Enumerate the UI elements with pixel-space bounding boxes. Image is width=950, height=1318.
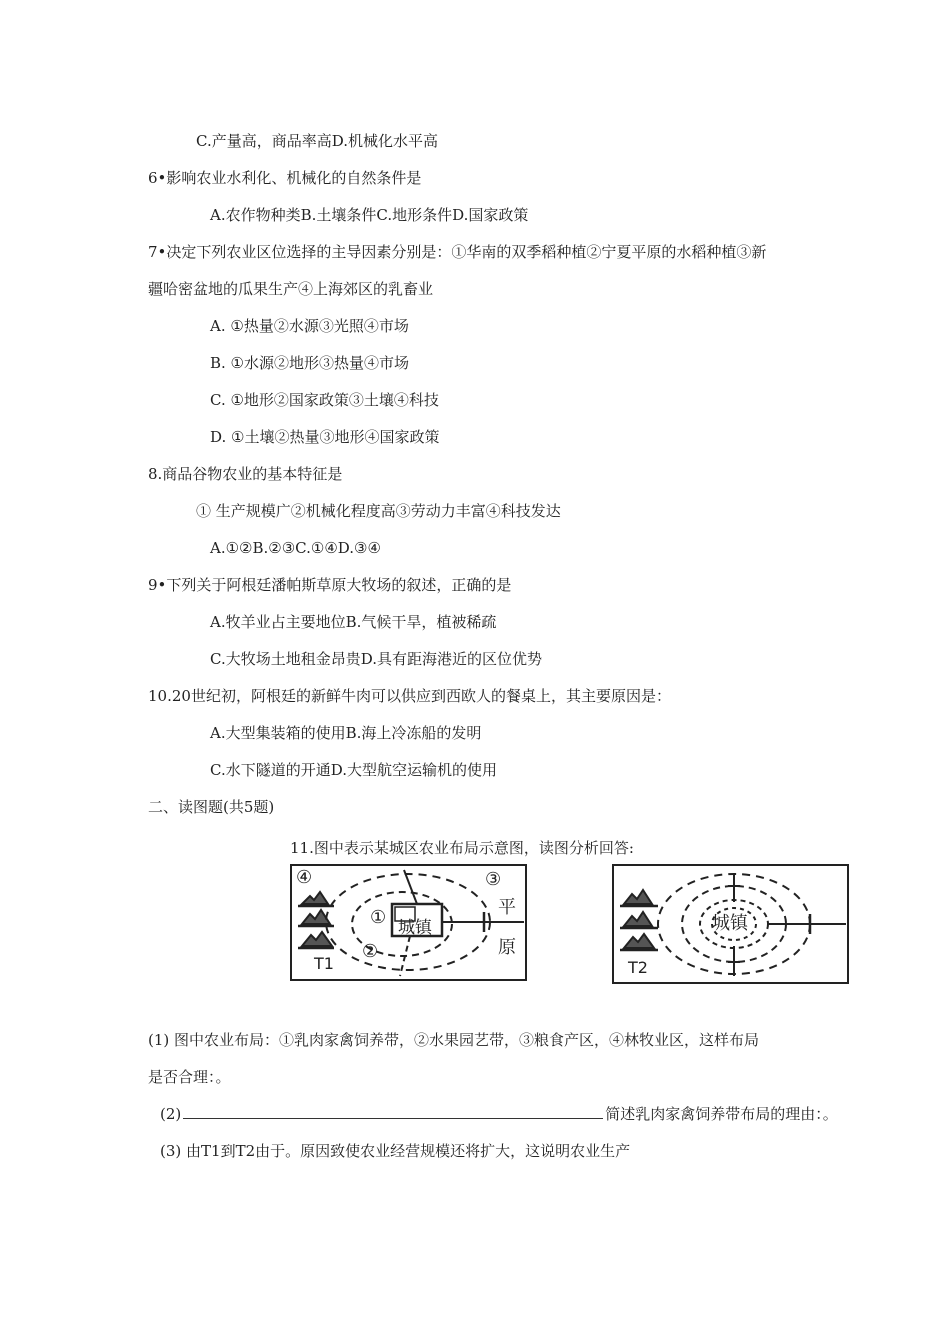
q11-part-2-number: (2) xyxy=(160,1105,182,1123)
q9-options-ab: A.牧羊业占主要地位B.气候干旱，植被稀疏 xyxy=(210,613,497,631)
figure-t1-label-3: ③ xyxy=(485,869,502,890)
q11-part-2-text: 简述乳肉家禽饲养带布局的理由：。 xyxy=(605,1105,838,1123)
q7-stem-2: 疆哈密盆地的瓜果生产④上海郊区的乳畜业 xyxy=(148,280,434,298)
figure-t1-plain-top: 平 xyxy=(498,897,516,918)
q11-part-2 xyxy=(160,1104,838,1124)
figure-t2-town: 城镇 xyxy=(712,913,748,934)
q8-stem: 8.商品谷物农业的基本特征是 xyxy=(148,465,343,483)
section-2-heading: 二、读图题(共5题) xyxy=(148,798,275,816)
q5-option-c: C.产量高，商品率高D.机械化水平高 xyxy=(196,132,438,150)
mountain-icon xyxy=(302,892,328,904)
q8-options: A.①②B.②③C.①④D.③④ xyxy=(210,539,381,557)
q9-stem: 9•下列关于阿根廷潘帕斯草原大牧场的叙述，正确的是 xyxy=(148,576,512,594)
q7-option-b: B. ①水源②地形③热量④市场 xyxy=(210,354,410,372)
figure-t2 xyxy=(612,864,849,984)
mountain-icon xyxy=(624,890,652,904)
q9-options-cd: C.大牧场土地租金昂贵D.具有距海港近的区位优势 xyxy=(210,650,542,668)
q7-option-d: D. ①土壤②热量③地形④国家政策 xyxy=(210,428,440,446)
figure-t2-time-label: T2 xyxy=(628,958,648,977)
q10-options-cd: C.水下隧道的开通D.大型航空运输机的使用 xyxy=(210,761,497,779)
mountain-icon xyxy=(624,934,654,948)
answer-blank[interactable] xyxy=(183,1104,603,1119)
figure-t1-label-1: ① xyxy=(370,907,387,928)
q7-option-a: A. ①热量②水源③光照④市场 xyxy=(210,317,409,335)
q7-stem-1: 7•决定下列农业区位选择的主导因素分别是：①华南的双季稻种植②宁夏平原的水稻种植③新 xyxy=(148,243,767,261)
figure-t1-label-4: ④ xyxy=(296,867,313,888)
q6-options: A.农作物种类B.土壤条件C.地形条件D.国家政策 xyxy=(210,206,529,224)
q11-part-1-line-2: 是否合理：。 xyxy=(148,1068,231,1086)
q11-part-3: (3) 由T1到T2由于。原因致使农业经营规模还将扩大，这说明农业生产 xyxy=(160,1142,631,1160)
q10-options-ab: A.大型集装箱的使用B.海上冷冻船的发明 xyxy=(210,724,482,742)
figure-t1-label-2: ② xyxy=(362,941,379,962)
figure-t1 xyxy=(290,864,527,981)
figure-t1-time-label: T1 xyxy=(314,954,334,973)
q10-stem: 10.20世纪初，阿根廷的新鲜牛肉可以供应到西欧人的餐桌上，其主要原因是： xyxy=(148,687,671,705)
mountain-icon xyxy=(302,932,332,946)
q11-stem: 11.图中表示某城区农业布局示意图，读图分析回答: xyxy=(290,839,634,857)
q7-option-c: C. ①地形②国家政策③土壤④科技 xyxy=(210,391,439,409)
figure-t1-plain-bottom: 原 xyxy=(498,937,516,958)
mountain-icon xyxy=(624,912,652,926)
figure-t1-town: 城镇 xyxy=(398,918,432,938)
q11-part-1-line-1: (1) 图中农业布局：①乳肉家禽饲养带，②水果园艺带，③粮食产区，④林牧业区，这样布局 xyxy=(148,1031,760,1049)
q8-statements: ① 生产规模广②机械化程度高③劳动力丰富④科技发达 xyxy=(196,502,561,520)
q6-stem: 6•影响农业水利化、机械化的自然条件是 xyxy=(148,169,422,187)
